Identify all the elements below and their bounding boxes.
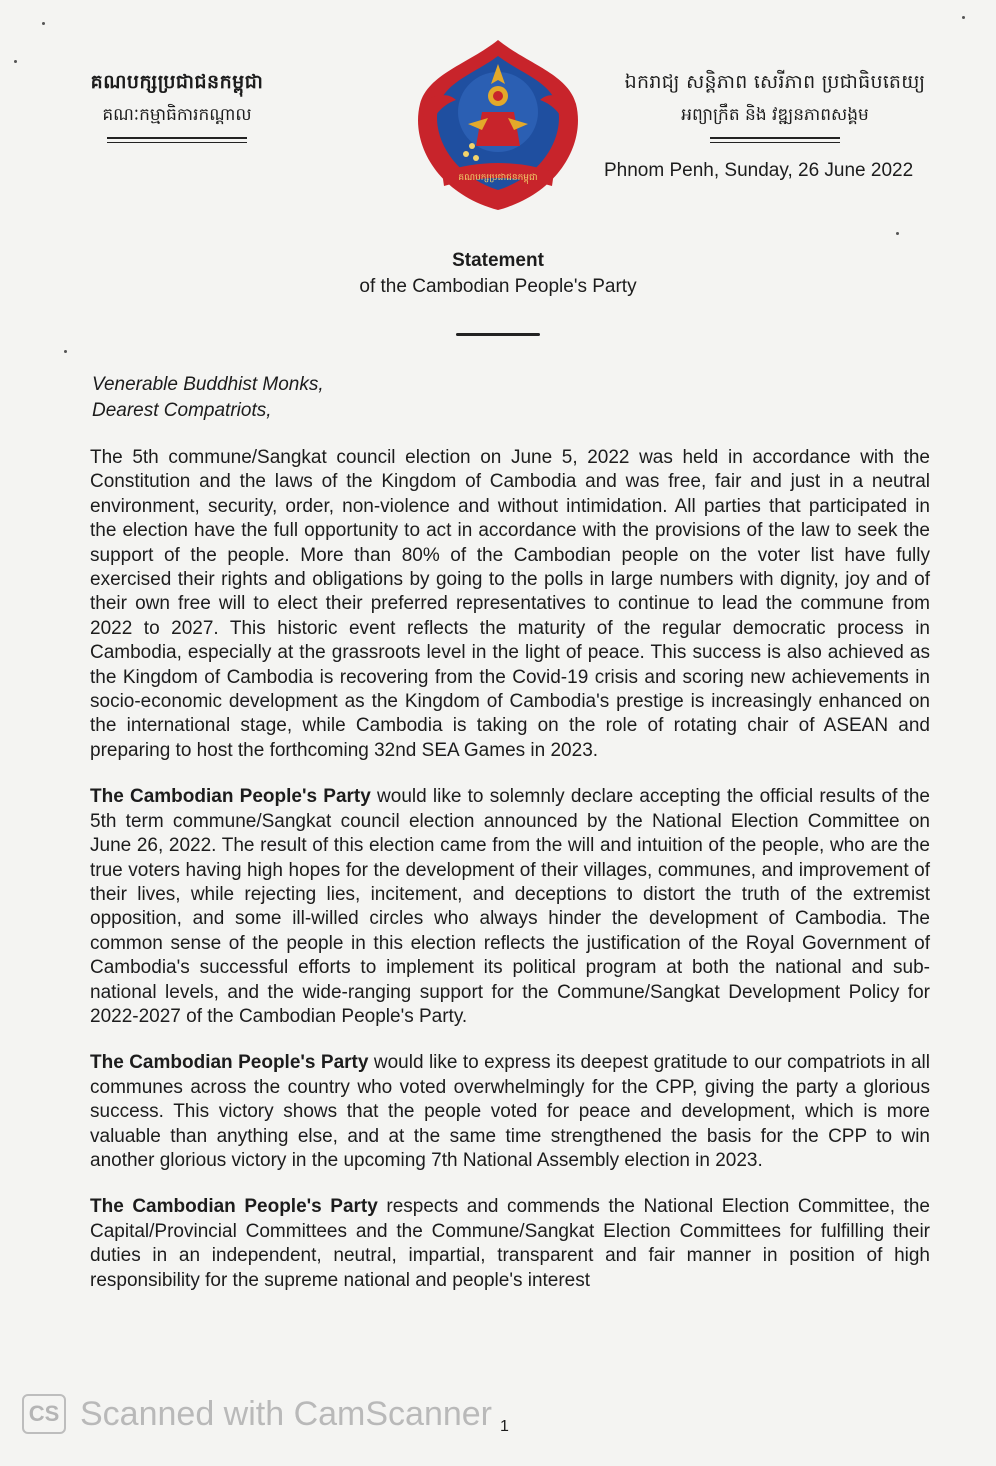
paragraph-2 xyxy=(90,785,930,1029)
salutation-line-2: Dearest Compatriots, xyxy=(92,400,272,421)
paragraph-1-text: The 5th commune/Sangkat council election on June 5, 2022 was held in accordance with the Constitution and the laws of the Kingdom of Cambodia and was free, fair and just in a neutral environment, security, order, non-violence and without intimidation. All parties that participated in the election have the full opportunity to act in accordance with the provisions of the law to seek the support of the people. More than 80% of the Cambodian people on the voter list have fully exercised their rights and obligations by going to the polls in large numbers with dignity, joy and of their own free will to elect their preferred representatives to continue to lead the commune from 2022 to 2027. This historic event reflects the maturity of the regular democratic process in Cambodia, especially at the grassroots level in the light of peace. This success is also achieved as the Kingdom of Cambodia is recovering from the Covid-19 crisis and scoring new achievements in socio-economic development as the Kingdom of Cambodia's prestige is increasingly enhanced on the international stage, while Cambodia is taking on the role of rotating chair of ASEAN and preparing to host the forthcoming 32nd SEA Games in 2023. xyxy=(90,447,930,761)
statement-title xyxy=(0,250,996,298)
header-rule-right xyxy=(710,137,840,143)
paragraph-3-text: would like to express its deepest gratitude to our compatriots in all communes across the country who voted overwhelmingly for the CPP, giving the party a glorious success. This victory shows that the people voted for peace and development, which is more valuable than anything else, and at the same time strengthened the basis for the CPP to win another glorious victory in the upcoming 7th National Assembly election in 2023. xyxy=(90,1052,930,1171)
title-line-2: of the Cambodian People's Party xyxy=(359,276,637,297)
party-header xyxy=(62,70,292,143)
title-separator xyxy=(456,333,540,336)
paragraph-1 xyxy=(90,446,930,763)
camscanner-logo-icon: CS xyxy=(22,1394,66,1434)
header-rule-left xyxy=(107,137,247,143)
statement-body xyxy=(90,446,930,1315)
paragraph-2-text: would like to solemnly declare accepting the official results of the 5th term commune/Sangkat council election announced by the National Election Committee on June 26, 2022. The result of this election came from the will and intuition of the people, who are the true voters having high hopes for the development of their villages, communes, and improvement of their lives, while rejecting lies, incitement, and deceptions to distort the truth of the extremist opposition, and some ill-willed circles who always hinder the development of Cambodia. The common sense of the people in this election reflects the justification of the Royal Government of Cambodia's successful efforts to implement its political program at both the national and sub-national levels, and the wide-ranging support for the Commune/Sangkat Development Policy for 2022-2027 of the Cambodian People's Party. xyxy=(90,786,930,1027)
paragraph-4 xyxy=(90,1195,930,1293)
page-number: 1 xyxy=(500,1418,509,1435)
committee-name: គណៈកម្មាធិការកណ្តាល xyxy=(102,105,252,125)
salutation xyxy=(92,372,324,424)
logo-banner-text: គណបក្សប្រជាជនកម្ពុជា xyxy=(458,173,538,183)
paragraph-4-text: respects and commends the National Election Committee, the Capital/Provincial Committees and the Commune/Sangkat Election Committees for fulfilling their duties in an independent, neutral, impartial, transparent and fair manner in position of high responsibility for the supreme national and people's interest xyxy=(90,1196,930,1291)
party-name: គណបក្សប្រជាជនកម្ពុជា xyxy=(90,71,264,93)
cpp-logo xyxy=(408,34,588,214)
motto-line-1: ឯករាជ្យ សន្តិភាព សេរីភាព ប្រជាធិបតេយ្យ xyxy=(624,71,926,93)
paragraph-4-lead: The Cambodian People's Party xyxy=(90,1196,378,1218)
paragraph-3 xyxy=(90,1051,930,1173)
paragraph-2-lead: The Cambodian People's Party xyxy=(90,786,371,808)
camscanner-watermark xyxy=(22,1392,492,1436)
title-line-1: Statement xyxy=(452,250,544,271)
statement-date: Phnom Penh, Sunday, 26 June 2022 xyxy=(604,160,914,181)
watermark-text: Scanned with CamScanner xyxy=(80,1394,493,1433)
motto-line-2: អព្យាក្រឹត និង វឌ្ឍនភាពសង្គម xyxy=(681,105,869,125)
motto-header xyxy=(600,70,950,143)
paragraph-3-lead: The Cambodian People's Party xyxy=(90,1052,369,1074)
salutation-line-1: Venerable Buddhist Monks, xyxy=(92,374,324,395)
